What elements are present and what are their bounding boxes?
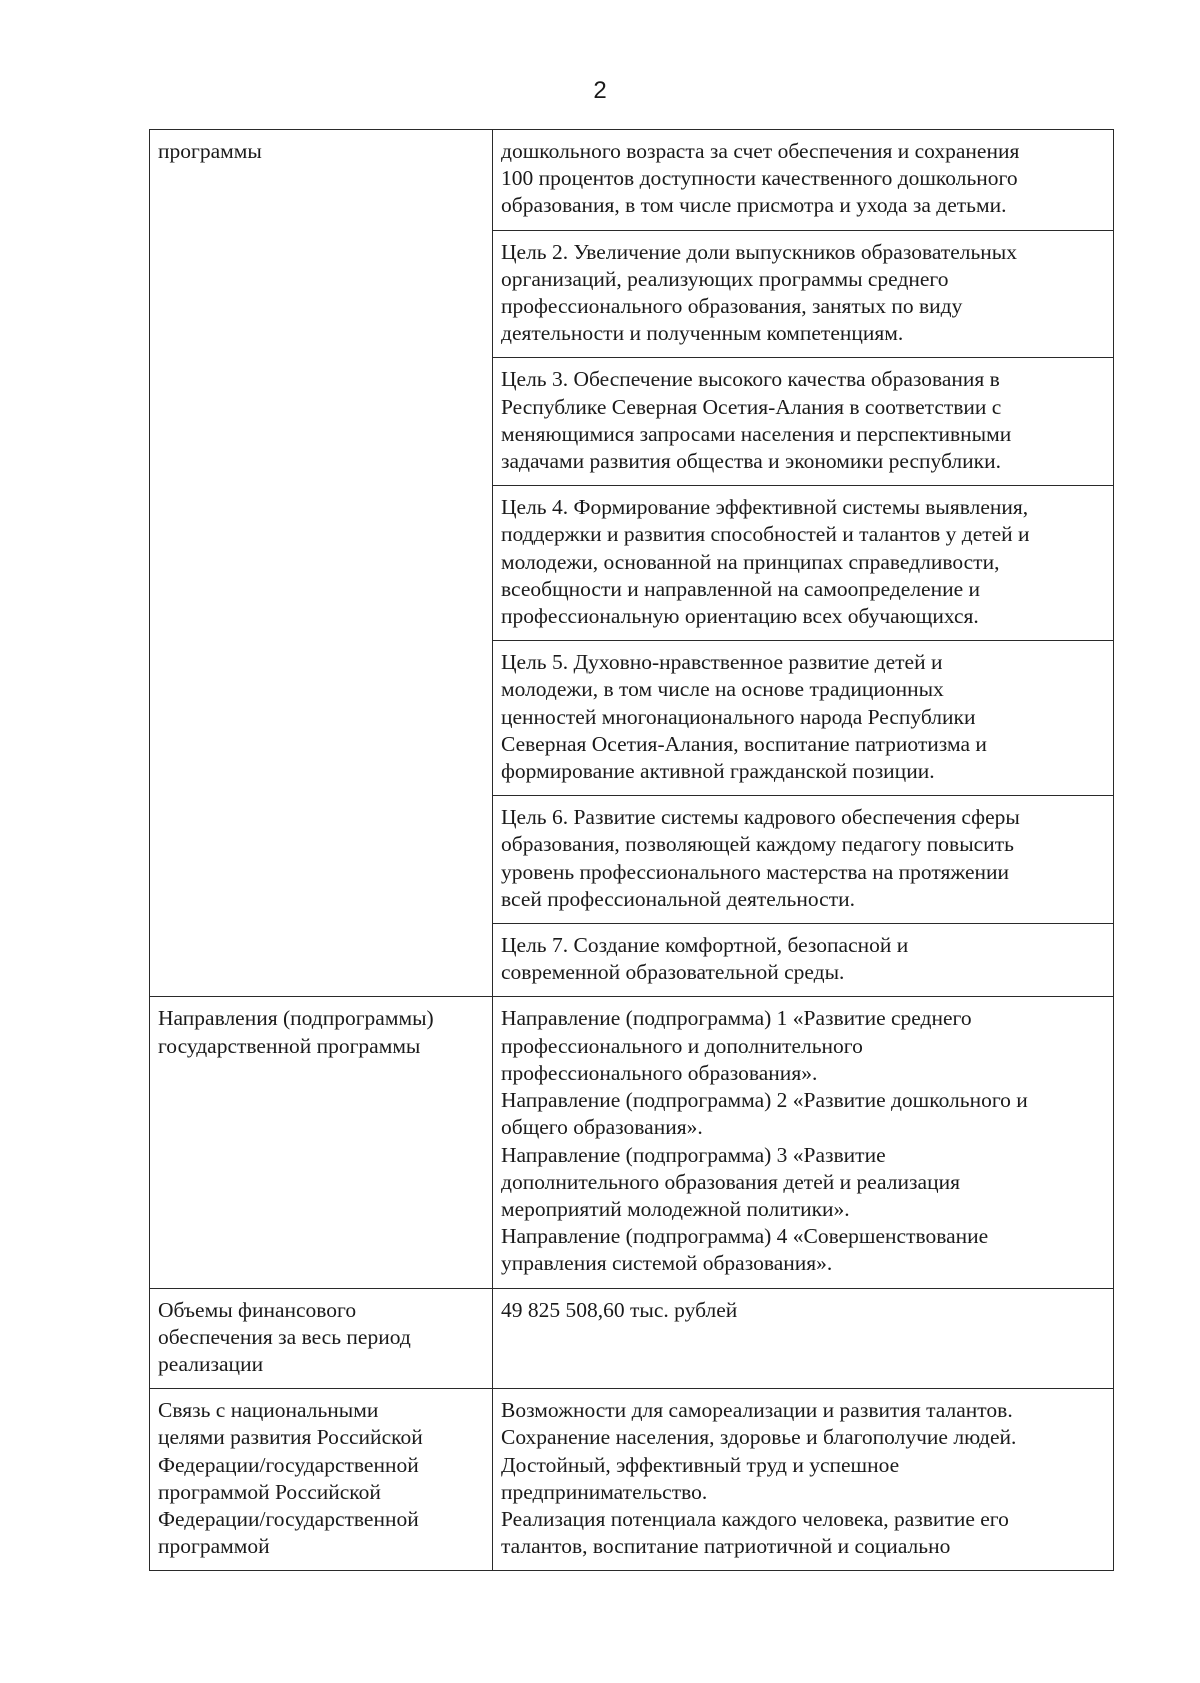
text-line: обеспечения за весь период <box>158 1324 411 1349</box>
goal-cell-7 <box>493 924 1114 997</box>
text-line: предпринимательство. <box>501 1479 708 1504</box>
text-line: 100 процентов доступности качественного дошкольного <box>501 166 1018 191</box>
text-line: общего образования». <box>501 1115 703 1140</box>
text-line: молодежи, в том числе на основе традиционных <box>501 677 944 702</box>
text-line: ценностей многонационального народа Республики <box>501 704 976 729</box>
text-line: Цель 7. Создание комфортной, безопасной и <box>501 933 909 958</box>
goal-cell-4 <box>493 486 1114 641</box>
text-line: профессионального образования, занятых по виду <box>501 294 963 319</box>
text-line: современной образовательной среды. <box>501 960 845 985</box>
program-passport-table <box>149 129 1114 1571</box>
text-line: программой Российской <box>158 1479 381 1504</box>
text-line: профессионального и дополнительного <box>501 1033 863 1058</box>
page-number: 2 <box>593 77 607 104</box>
text-line: образования, позволяющей каждому педагогу повысить <box>501 832 1014 857</box>
table-row-directions <box>150 997 1114 1288</box>
text-line: Объемы финансового <box>158 1297 357 1322</box>
national-goals-cell <box>493 1389 1114 1571</box>
text-line: Направление (подпрограмма) 4 «Совершенствование <box>501 1224 989 1249</box>
text-line: мероприятий молодежной политики». <box>501 1196 850 1221</box>
text-line: Северная Осетия-Алания, воспитание патриотизма и <box>501 731 987 756</box>
table-row-funding <box>150 1288 1114 1389</box>
text-line: поддержки и развития способностей и талантов у детей и <box>501 522 1030 547</box>
text-line: управления системой образования». <box>501 1251 833 1276</box>
table-row-goals <box>150 130 1114 231</box>
row-label-cell <box>150 997 493 1288</box>
text-line: Связь с национальными <box>158 1398 379 1423</box>
row-label: программы <box>158 139 262 163</box>
text-line: Федерации/государственной <box>158 1452 419 1477</box>
text-line: Направление (подпрограмма) 2 «Развитие дошкольного и <box>501 1088 1028 1113</box>
text-line: всей профессиональной деятельности. <box>501 886 855 911</box>
text-line: дополнительного образования детей и реализация <box>501 1169 960 1194</box>
row-label-cell <box>150 1389 493 1571</box>
row-label-cell <box>150 1288 493 1389</box>
text-line: организаций, реализующих программы среднего <box>501 266 949 291</box>
text-line: меняющимися запросами населения и перспективными <box>501 421 1012 446</box>
text-line: Направление (подпрограмма) 1 «Развитие среднего <box>501 1006 972 1031</box>
text-line: Республике Северная Осетия-Алания в соответствии с <box>501 394 1002 419</box>
row-label-cell <box>150 130 493 997</box>
text-line: дошкольного возраста за счет обеспечения и сохранения <box>501 139 1020 163</box>
funding-value-cell <box>493 1288 1114 1389</box>
goal-cell-5 <box>493 641 1114 796</box>
text-line: Реализация потенциала каждого человека, развитие его <box>501 1506 1009 1531</box>
text-line: Достойный, эффективный труд и успешное <box>501 1452 900 1477</box>
text-line: реализации <box>158 1351 264 1376</box>
text-line: деятельности и полученным компетенциям. <box>501 321 904 346</box>
text-line: молодежи, основанной на принципах справедливости, <box>501 549 1000 574</box>
text-line: целями развития Российской <box>158 1425 423 1450</box>
text-line: Возможности для самореализации и развития талантов. <box>501 1398 1013 1423</box>
text-line: государственной программы <box>158 1033 421 1058</box>
goal-cell-1 <box>493 130 1114 231</box>
text-line: Направление (подпрограмма) 3 «Развитие <box>501 1142 886 1167</box>
text-line: уровень профессионального мастерства на протяжении <box>501 859 1010 884</box>
text-line: Сохранение населения, здоровье и благополучие людей. <box>501 1425 1017 1450</box>
text-line: Направления (подпрограммы) <box>158 1006 434 1031</box>
table-row-national-goals <box>150 1389 1114 1571</box>
text-line: Цель 2. Увеличение доли выпускников образовательных <box>501 239 1017 264</box>
goal-cell-3 <box>493 358 1114 486</box>
text-line: профессионального образования». <box>501 1060 818 1085</box>
text-line: Цель 5. Духовно-нравственное развитие детей и <box>501 650 943 675</box>
text-line: программой <box>158 1534 270 1559</box>
text-line: образования, в том числе присмотра и ухода за детьми. <box>501 193 1007 218</box>
text-line: Федерации/государственной <box>158 1506 419 1531</box>
goal-cell-2 <box>493 230 1114 358</box>
text-line: задачами развития общества и экономики республики. <box>501 449 1001 474</box>
text-line: всеобщности и направленной на самоопределение и <box>501 576 981 601</box>
text-line: Цель 3. Обеспечение высокого качества образования в <box>501 367 1000 392</box>
text-line: Цель 4. Формирование эффективной системы выявления, <box>501 495 1029 520</box>
text-line: Цель 6. Развитие системы кадрового обеспечения сферы <box>501 805 1020 830</box>
text-line: профессиональную ориентацию всех обучающихся. <box>501 604 979 629</box>
funding-amount: 49 825 508,60 тыс. рублей <box>501 1297 738 1322</box>
directions-cell <box>493 997 1114 1288</box>
text-line: формирование активной гражданской позиции. <box>501 759 935 784</box>
goal-cell-6 <box>493 796 1114 924</box>
text-line: талантов, воспитание патриотичной и социально <box>501 1534 951 1559</box>
